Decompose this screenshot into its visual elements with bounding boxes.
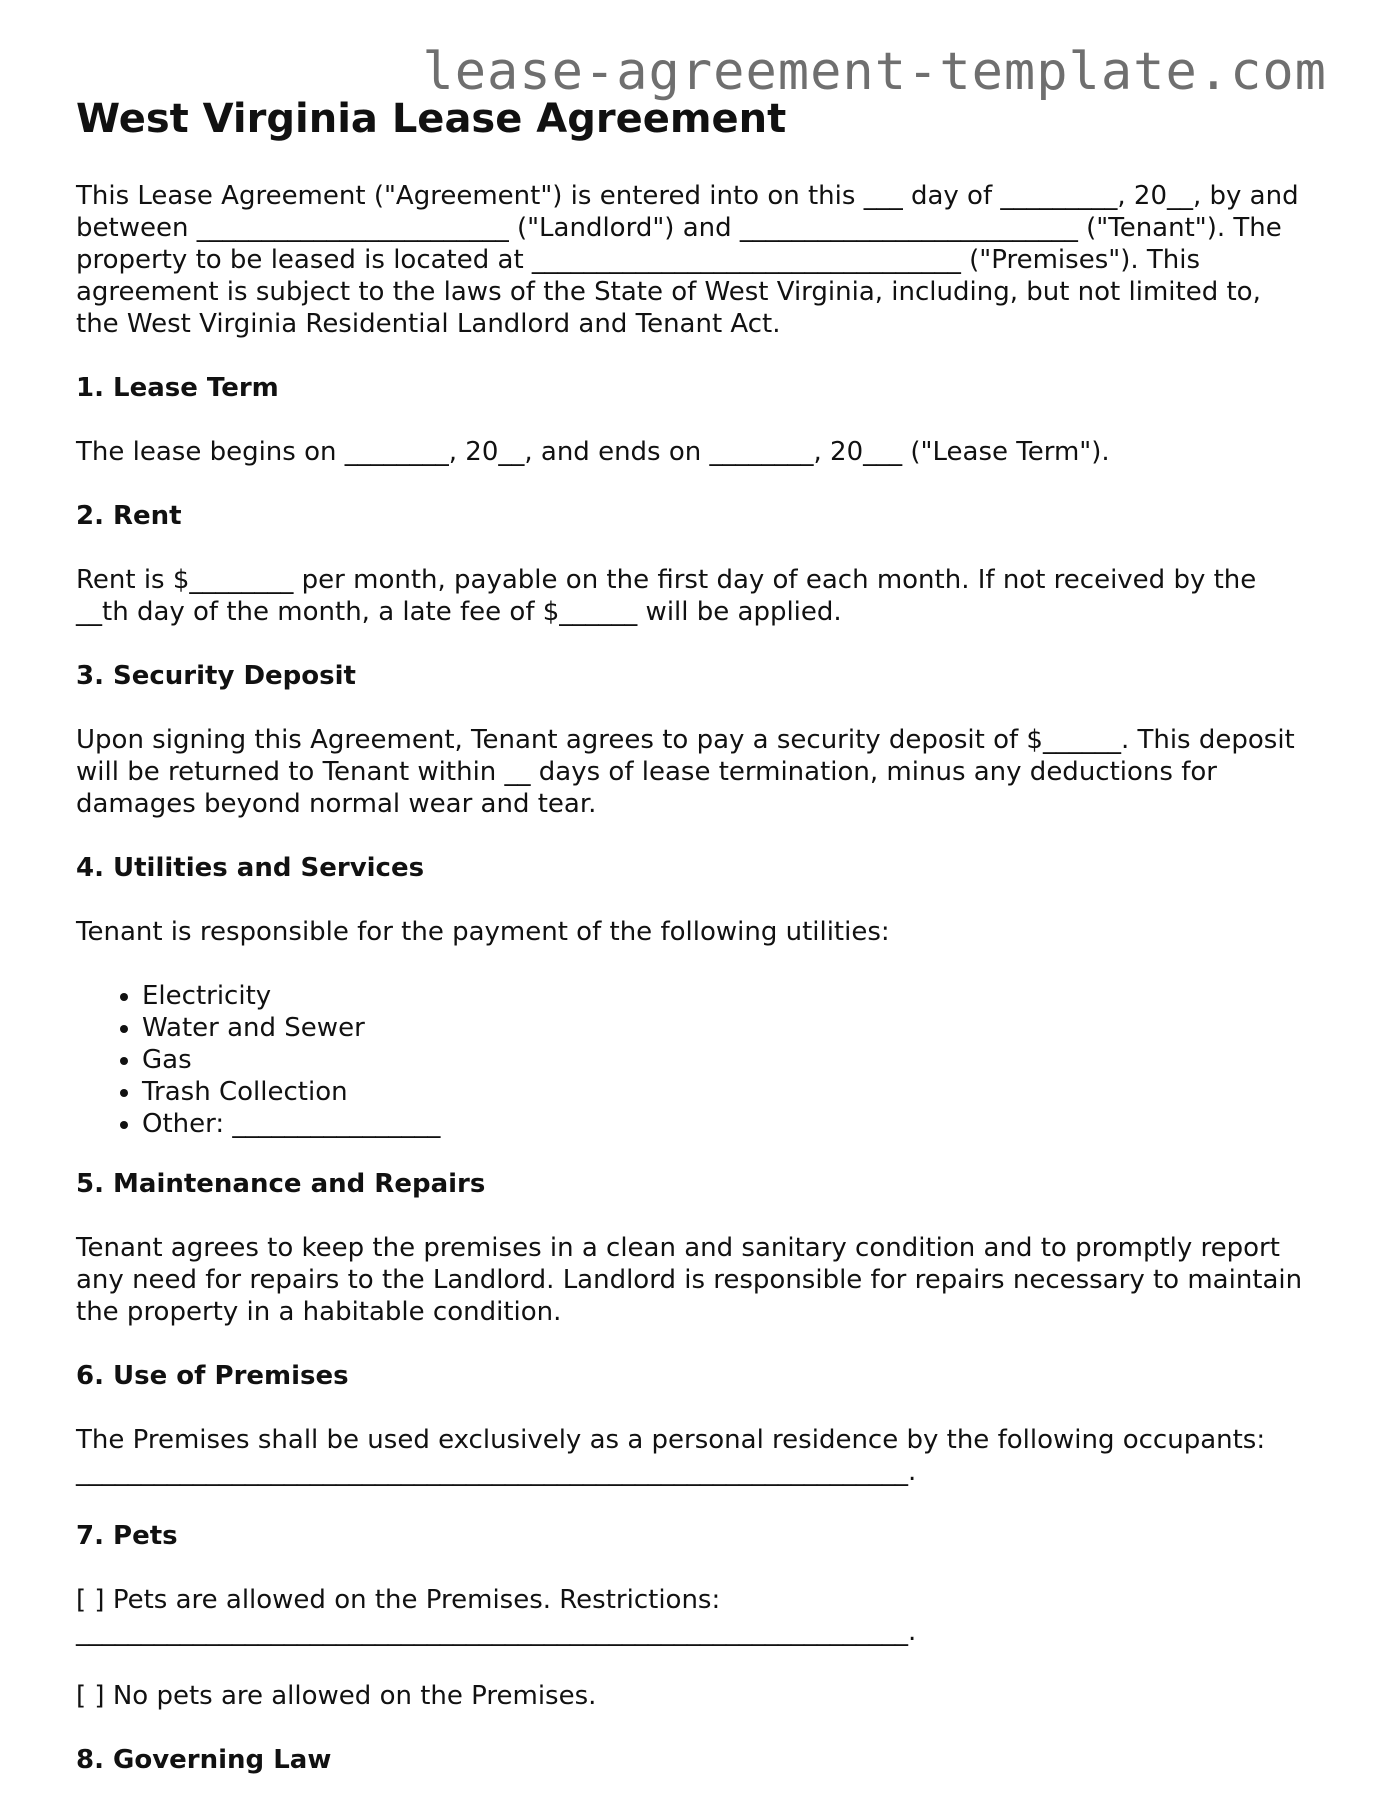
rent-text: Rent is $________ per month, payable on the first day of each month. If not received by the __th day of the month, a late fee of $______ will be applied. [76, 565, 1257, 627]
section-heading-security-deposit: 3. Security Deposit [76, 661, 356, 691]
maintenance-text: Tenant agrees to keep the premises in a clean and sanitary condition and to promptly report any need for repairs to the Landlord. Landlord is responsible for repairs necessary to maintain the property in a habitable condition. [76, 1233, 1303, 1327]
pets-allowed-text: [ ] Pets are allowed on the Premises. Restrictions: [76, 1585, 721, 1615]
pets-allowed-option [76, 1584, 1306, 1648]
section-heading-utilities: 4. Utilities and Services [76, 853, 425, 883]
intro-paragraph: This Lease Agreement ("Agreement") is entered into on this ___ day of _________, 20__, by and between ________________________ ("Landlord") and __________________________ ("Tenant"). The property to be leased is located at _________________________________ ("Premises"). This agreement is subject to the laws of the State of West Virginia, including, but not limited to, the West Virginia Residential Landlord and Tenant Act. [76, 181, 1299, 339]
section-heading-rent: 2. Rent [76, 501, 182, 531]
occupants-blank-line: ________________________________________________________________. [76, 1457, 917, 1487]
document-title: West Virginia Lease Agreement [76, 96, 787, 142]
list-item: • Trash Collection [142, 1076, 1306, 1108]
lease-document [76, 92, 1306, 1808]
list-item: • Electricity [142, 980, 1306, 1012]
section-heading-pets: 7. Pets [76, 1521, 178, 1551]
security-deposit-text: Upon signing this Agreement, Tenant agrees to pay a security deposit of $______. This deposit will be returned to Tenant within __ days of lease termination, minus any deductions for damages beyond normal wear and tear. [76, 725, 1295, 819]
list-item: • Other: ________________ [142, 1108, 1306, 1140]
pets-not-allowed-option: [ ] No pets are allowed on the Premises. [76, 1681, 597, 1711]
section-heading-maintenance: 5. Maintenance and Repairs [76, 1169, 486, 1199]
utilities-text: Tenant is responsible for the payment of the following utilities: [76, 917, 890, 947]
utilities-list [76, 980, 1306, 1140]
section-heading-governing-law: 8. Governing Law [76, 1745, 332, 1775]
use-of-premises-sentence: The Premises shall be used exclusively as a personal residence by the following occupants: [76, 1425, 1266, 1455]
list-item: • Water and Sewer [142, 1012, 1306, 1044]
pet-restrictions-blank-line: ________________________________________________________________. [76, 1617, 917, 1647]
section-heading-use-of-premises: 6. Use of Premises [76, 1361, 349, 1391]
list-item: • Gas [142, 1044, 1306, 1076]
section-heading-lease-term: 1. Lease Term [76, 373, 279, 403]
use-of-premises-text [76, 1424, 1306, 1488]
site-watermark: lease-agreement-template.com [422, 42, 1327, 102]
lease-term-text: The lease begins on ________, 20__, and ends on ________, 20___ ("Lease Term"). [76, 437, 1110, 467]
